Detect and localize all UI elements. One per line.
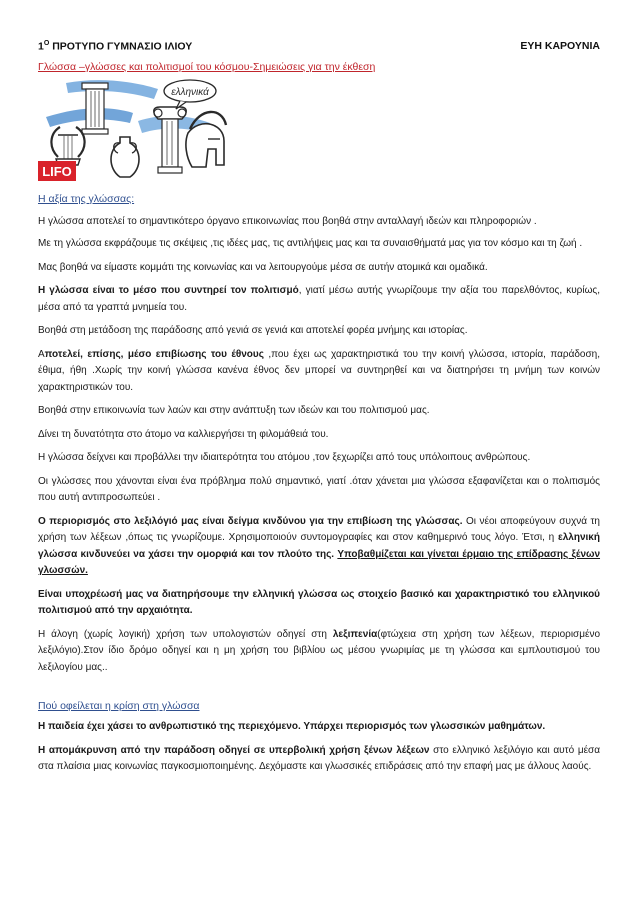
paragraph: Η γλώσσα δείχνει και προβάλλει την ιδιαιτερότητα του ατόμου ,τον ξεχωρίζει από τους υπόλοιπους ανθρώπους.	[38, 452, 531, 463]
header-illustration	[38, 77, 228, 183]
section-heading-value-of-language: Η αξία της γλώσσας:	[38, 192, 135, 205]
author-name: ΕΥΗ ΚΑΡΟΥΝΙΑ	[520, 40, 600, 52]
paragraph: Η γλώσσα είναι το μέσο που συντηρεί τον πολιτισμό, γιατί μέσω αυτής γνωρίζουμε την αξία του παρελθόντος, κυρίως, μέσα από τα γραπτά μνημεία του.	[38, 285, 600, 313]
paragraph: Η άλογη (χωρίς λογική) χρήση των υπολογιστών οδηγεί στη λεξιπενία(φτώχεια στη χρήση των λέξεων, περιορισμένο λεξιλόγιο).Στον ίδιο δρόμο οδηγεί και η μη χρήση του βιβλίου ως μέσου γνωριμίας με τη γλώσσα και εμπλουτισμού του λεξιλογίου μας..	[38, 628, 600, 673]
paragraph: Ο περιορισμός στο λεξιλόγιό μας είναι δείγμα κινδύνου για την επιβίωση της γλώσσας. Οι νέοι αποφεύγουν συχνά τη χρήση των λέξεων ,όπως τις γνωρίζουμε. Χρησιμοποιούν συντομογραφίες και στον καθημερινό τους λόγο. Έτσι, η ελληνική γλώσσα κινδυνεύει να χάσει την ομορφιά και τον πλούτο της. Υποβαθμίζεται και γίνεται έρμαιο της επίδρασης ξένων γλωσσών.	[38, 515, 601, 576]
ionic-column-icon	[154, 107, 187, 173]
paragraph: Με τη γλώσσα εκφράζουμε τις σκέψεις ,τις ιδέες μας, τις αντιλήψεις μας και τα συναισθήματά μας για τον κόσμο και τη ζωή .	[38, 238, 583, 249]
paragraph: Η απομάκρυνση από την παράδοση οδηγεί σε υπερβολική χρήση ξένων λέξεων στο ελληνικό λεξιλόγιο και αυτό μέσα στα πλαίσια μιας κοινωνίας παγκοσμιοποιημένης. Δεχόμαστε και γλωσσικές επιδράσεις από την επαφή μας με άλλους λαούς.	[38, 744, 600, 772]
greek-culture-illustration	[38, 77, 228, 183]
paragraph: Είναι υποχρέωσή μας να διατηρήσουμε την ελληνική γλώσσα ως στοιχείο βασικό και χαρακτηριστικό του ελληνικού πολιτισμού από την αρχαιότητα.	[38, 588, 600, 616]
paragraph: Η παιδεία έχει χάσει το ανθρωπιστικό της περιεχόμενο. Υπάρχει περιορισμός των γλωσσικών μαθημάτων.	[38, 721, 546, 732]
paragraph: Βοηθά στη μετάδοση της παράδοσης από γενιά σε γενιά και αποτελεί φορέα μνήμης και ιστορίας.	[38, 325, 468, 336]
amphora-icon	[111, 137, 139, 177]
section-heading-language-crisis: Πού οφείλεται η κρίση στη γλώσσα	[38, 700, 200, 712]
speech-bubble-icon	[164, 80, 216, 109]
column-icon	[82, 83, 108, 134]
page-header	[38, 40, 600, 53]
speech-bubble-text: ελληνικά	[171, 86, 209, 98]
school-name: $1^O$ ΠΡΟΤΥΠΟ ΓΥΜΝΑΣΙΟ ΙΛΙΟΥ	[38, 40, 193, 53]
document-title: Γλώσσα –γλώσσες και πολιτισμοί του κόσμου-Σημειώσεις για την έκθεση	[38, 60, 376, 73]
paragraph: Βοηθά στην επικοινωνία των λαών και στην ανάπτυξη των ιδεών και του πολιτισμού μας.	[38, 405, 430, 416]
paragraph: Οι γλώσσες που χάνονται είναι ένα πρόβλημα πολύ σημαντικό, γιατί .όταν χάνεται μια γλώσσα εξαφανίζεται και ο πολιτισμός που αυτή αντιπροσωπεύει .	[38, 475, 600, 503]
paragraph: Μας βοηθά να είμαστε κομμάτι της κοινωνίας και να λειτουργούμε μέσα σε αυτήν ατομικά και ομαδικά.	[38, 261, 488, 273]
svg-text:LIFO: LIFO	[42, 163, 72, 179]
lyre-icon	[51, 127, 84, 165]
paragraph: Δίνει τη δυνατότητα στο άτομο να καλλιεργήσει τη φιλομάθειά του.	[38, 428, 329, 440]
paragraph: Αποτελεί, επίσης, μέσο επιβίωσης του έθνους ,που έχει ως χαρακτηριστικά του την κοινή γλώσσα, ιστορία, παράδοση, έθιμα, ήθη .Χωρίς την κοινή γλώσσα κανένα έθνος δεν μπορεί να συντηρηθεί και να διατηρήσει τη μνήμη των κοινών χαρακτηριστικών του.	[38, 348, 600, 393]
document-page	[38, 40, 600, 776]
lifo-logo	[38, 161, 76, 181]
paragraph: Η γλώσσα αποτελεί το σημαντικότερο όργανο επικοινωνίας που βοηθά στην ανταλλαγή ιδεών και πληροφοριών .	[38, 215, 537, 227]
